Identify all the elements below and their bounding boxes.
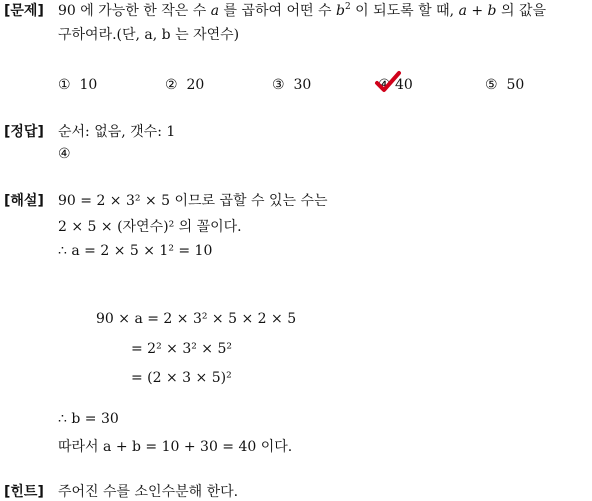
var-b: b <box>336 3 345 19</box>
option-1-number: ① <box>58 77 71 93</box>
solution-tag: [해설] <box>4 193 44 209</box>
answer-line-2: ④ <box>58 146 71 162</box>
var-a: a <box>210 3 220 19</box>
option-5-value: 50 <box>506 77 525 93</box>
answer-tag: [정답] <box>4 124 44 140</box>
problem-text-4: 의 값을 <box>496 3 546 19</box>
option-5[interactable] <box>485 77 524 93</box>
checkmark-icon <box>374 70 402 94</box>
problem-line-2: 구하여라.(단, a, b 는 자연수) <box>58 27 240 43</box>
answer-line-1: 순서: 없음, 갯수: 1 <box>58 124 176 140</box>
option-2-value: 20 <box>186 77 205 93</box>
a-plus-b: a + b <box>458 3 497 19</box>
option-3-value: 30 <box>293 77 312 93</box>
solution-line-1: 90 = 2 × 3² × 5 이므로 곱할 수 있는 수는 <box>58 193 328 209</box>
option-3[interactable] <box>272 77 311 93</box>
solution-equation-1: 90 × a = 2 × 3² × 5 × 2 × 5 <box>96 311 297 327</box>
option-3-number: ③ <box>272 77 285 93</box>
solution-line-2: 2 × 5 × (자연수)² 의 꼴이다. <box>58 219 242 235</box>
solution-equation-3: = (2 × 3 × 5)² <box>131 370 232 386</box>
option-4-value: 40 <box>395 77 413 93</box>
exponent: 2 <box>344 2 351 12</box>
option-2-number: ② <box>165 77 178 93</box>
solution-equation-2: = 2² × 3² × 5² <box>131 341 233 357</box>
problem-line-1 <box>58 0 546 20</box>
solution-line-4: ∴ b = 30 <box>58 411 119 427</box>
hint-line-1: 주어진 수를 소인수분해 한다. <box>58 484 239 500</box>
problem-text-1: 90 에 가능한 한 작은 수 <box>58 3 211 19</box>
solution-line-3: ∴ a = 2 × 5 × 1² = 10 <box>58 243 213 259</box>
option-1[interactable] <box>58 77 97 93</box>
solution-line-5: 따라서 a + b = 10 + 30 = 40 이다. <box>58 439 293 455</box>
problem-tag: [문제] <box>4 3 44 19</box>
problem-text-3: 이 되도록 할 때, <box>350 3 459 19</box>
option-4-number: ④ <box>378 77 391 93</box>
hint-tag: [힌트] <box>4 484 44 500</box>
option-1-value: 10 <box>79 77 98 93</box>
problem-text-2: 를 곱하여 어떤 수 <box>219 3 336 19</box>
option-5-number: ⑤ <box>485 77 498 93</box>
option-2[interactable] <box>165 77 204 93</box>
